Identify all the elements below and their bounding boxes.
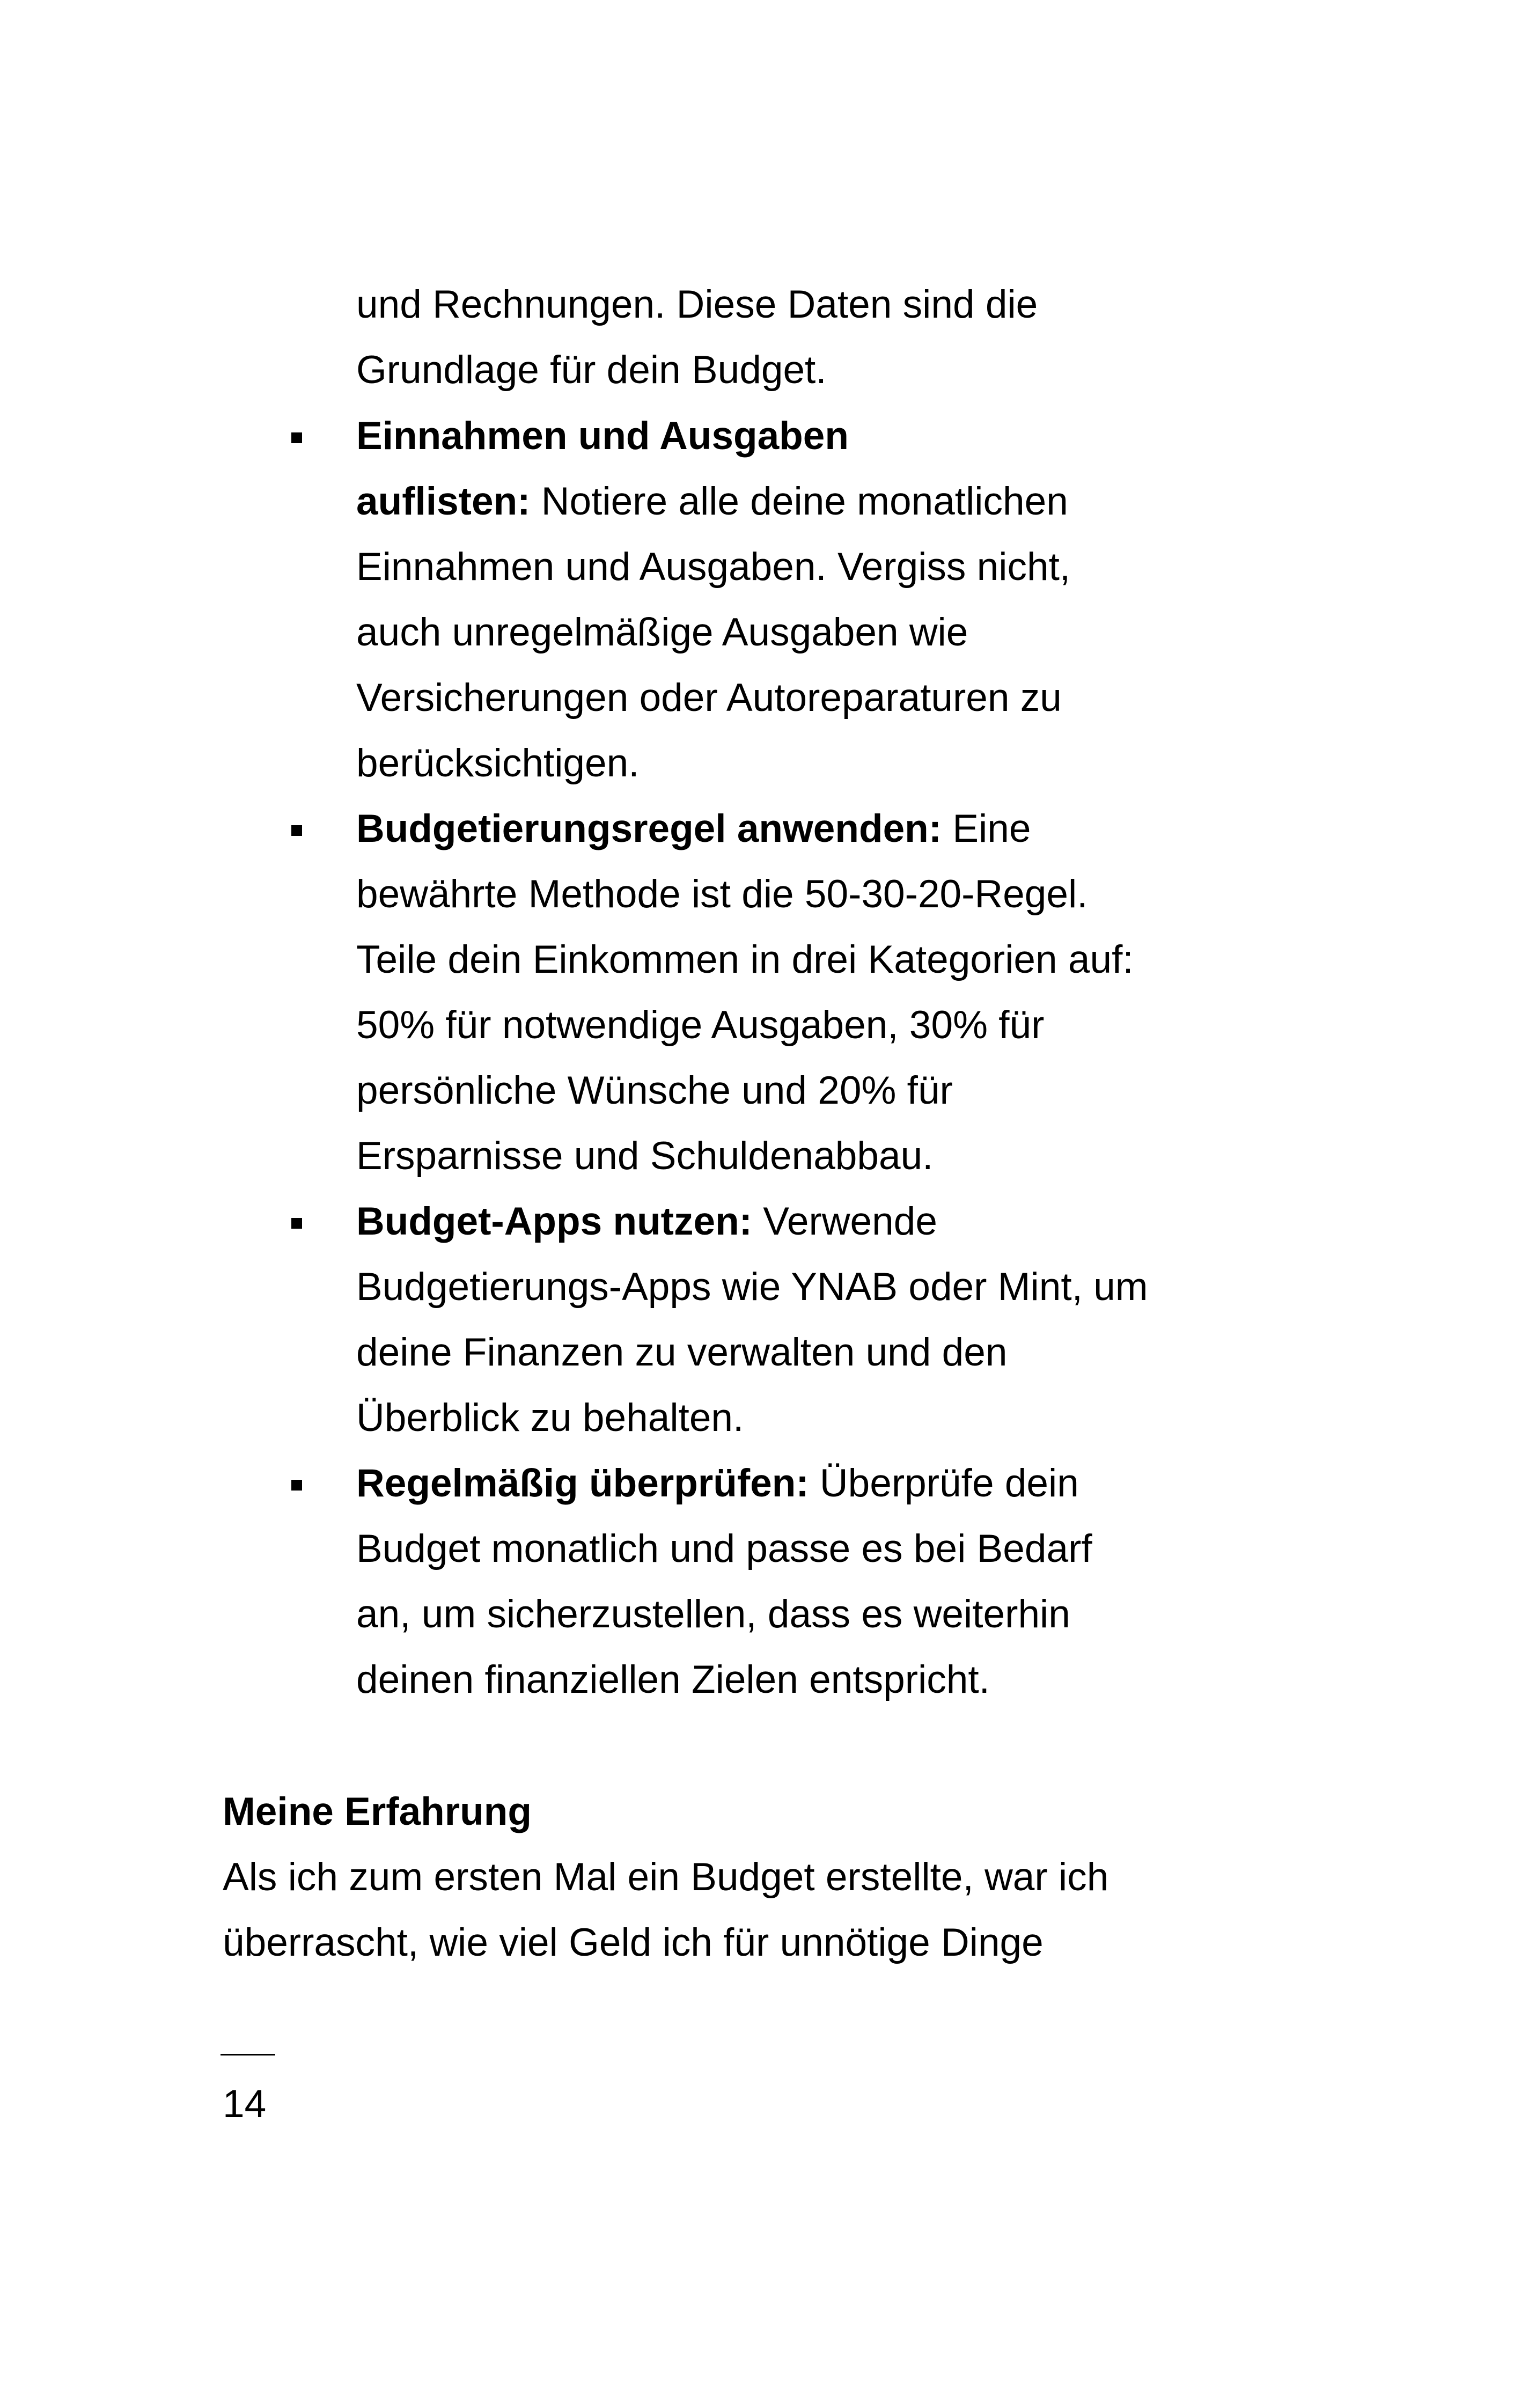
list-item-line: Ersparnisse und Schuldenabbau.	[356, 1134, 934, 1178]
footer-divider	[221, 2054, 275, 2055]
list-item-title-text: auflisten:	[356, 480, 531, 523]
list-item-line: deine Finanzen zu verwalten und den	[356, 1331, 1008, 1374]
list-item-title-text: Einnahmen und Ausgaben	[356, 414, 849, 458]
list-item-line: persönliche Wünsche und 20% für	[356, 1069, 953, 1112]
intro-line: Grundlage für dein Budget.	[356, 348, 827, 392]
paragraph-line: Als ich zum ersten Mal ein Budget erstellte, war ich	[223, 1855, 1109, 1899]
list-item-text: Überprüfe dein	[809, 1462, 1079, 1505]
list-item-title-text: Budgetierungsregel anwenden:	[356, 807, 942, 850]
list-item-line: 50% für notwendige Ausgaben, 30% für	[356, 1003, 1045, 1047]
list-item-line	[356, 1458, 1079, 1509]
list-item-line	[356, 1196, 937, 1247]
section-heading: Meine Erfahrung	[223, 1790, 532, 1833]
list-item-title-text: Regelmäßig überprüfen:	[356, 1462, 809, 1505]
list-item-line: auch unregelmäßige Ausgaben wie	[356, 611, 968, 654]
page-number: 14	[223, 2082, 267, 2126]
bullet-icon	[291, 1218, 302, 1229]
list-item-line: Budget monatlich und passe es bei Bedarf	[356, 1527, 1092, 1570]
list-item-line: berücksichtigen.	[356, 742, 640, 785]
list-item-line: Teile dein Einkommen in drei Kategorien auf:	[356, 938, 1134, 981]
list-item-text: Eine	[942, 807, 1031, 850]
list-item-line: Einnahmen und Ausgaben. Vergiss nicht,	[356, 545, 1071, 589]
list-item-line: an, um sicherzustellen, dass es weiterhin	[356, 1592, 1070, 1636]
list-item-line: Überblick zu behalten.	[356, 1396, 744, 1440]
list-item-title	[356, 410, 849, 462]
list-item-line	[356, 476, 1068, 527]
list-item-line: bewährte Methode ist die 50-30-20-Regel.	[356, 872, 1088, 916]
list-item-text: Verwende	[752, 1200, 937, 1243]
list-item-line: Versicherungen oder Autoreparaturen zu	[356, 676, 1062, 720]
bullet-icon	[291, 432, 302, 443]
list-item-line: Budgetierungs-Apps wie YNAB oder Mint, um	[356, 1265, 1148, 1309]
list-item-line	[356, 803, 1031, 855]
intro-line: und Rechnungen. Diese Daten sind die	[356, 283, 1038, 326]
list-item-title-text: Budget-Apps nutzen:	[356, 1200, 752, 1243]
paragraph-line: überrascht, wie viel Geld ich für unnötige Dinge	[223, 1921, 1044, 1964]
list-item-text: Notiere alle deine monatlichen	[530, 480, 1068, 523]
list-item-line: deinen finanziellen Zielen entspricht.	[356, 1658, 990, 1701]
bullet-icon	[291, 1480, 302, 1491]
bullet-icon	[291, 825, 302, 836]
